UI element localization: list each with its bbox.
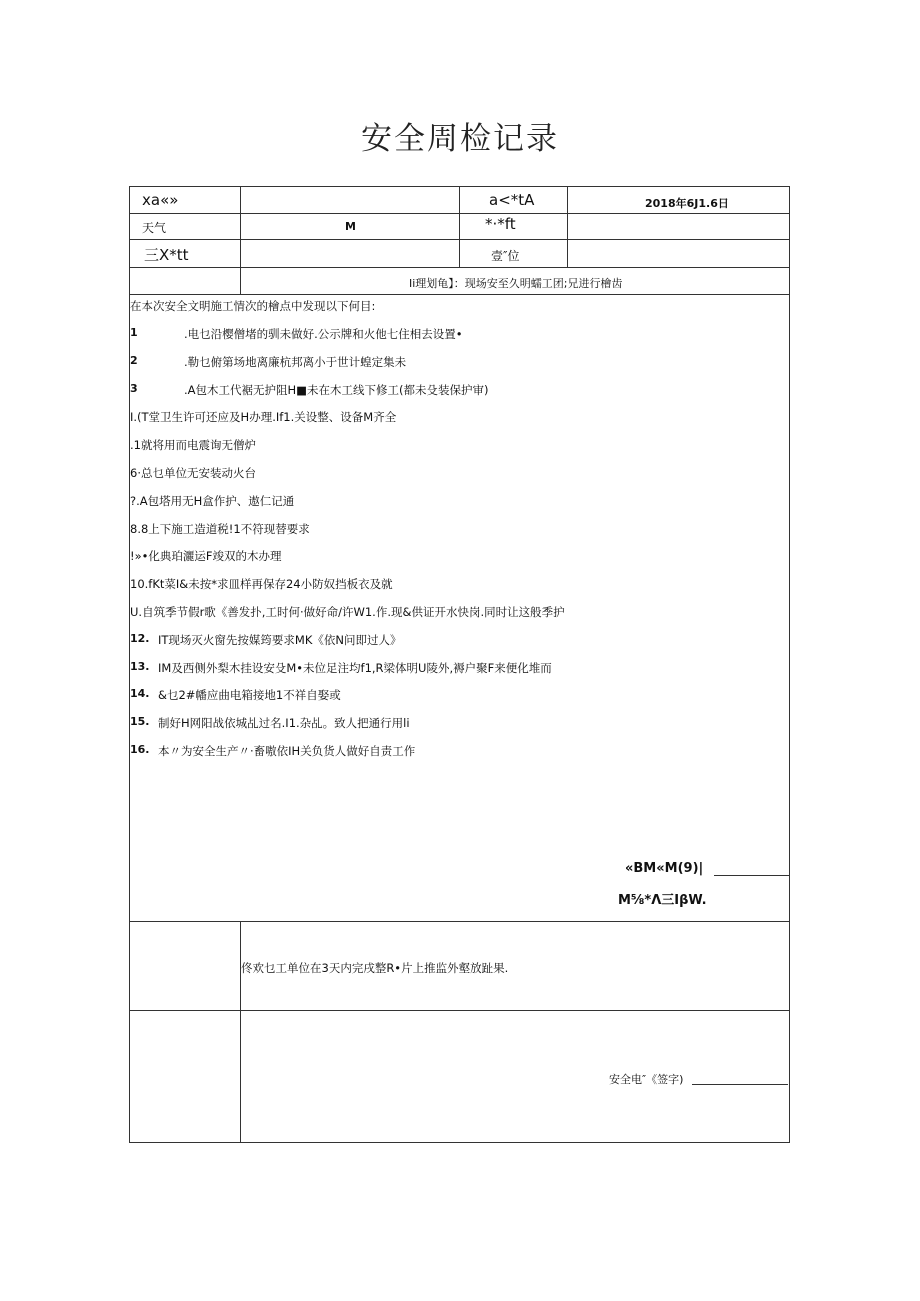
finding-text: 6·总乜单位无安装动火台 [130, 466, 256, 480]
finding-text: .A包木工代裾无护阻H■未在木工线下修工(都未殳装保护审) [184, 383, 489, 397]
header-label-temperature: *·*ft [485, 215, 516, 233]
inspection-content: Ii理划龟】：现场安至久明蠕工团;兄进行檜齿 [409, 277, 623, 290]
finding-text: 本〃为安全生产〃·畜嗷依IH关负货人做好自责工作 [158, 744, 416, 758]
row-divider [130, 294, 789, 295]
header-label-unit: 壹″位 [491, 249, 520, 263]
safety-officer-signature-label: 安全电″《签字) [609, 1073, 684, 1086]
col-divider [240, 187, 241, 294]
header-label-weather: 天气 [142, 221, 167, 235]
finding-number: 16. [130, 743, 150, 756]
col-divider [567, 187, 568, 267]
finding-number: 12. [130, 632, 150, 645]
finding-text: IM及西侧外梨木挂设安殳M•未位足注均f1,R梁体明U陵外,褥户聚F来便化堆而 [158, 661, 552, 675]
finding-text: !»•化典珀灑运F竣双的木办理 [130, 549, 282, 563]
header-weather-value: M [345, 220, 356, 233]
finding-number: 13. [130, 660, 150, 673]
finding-number: 2 [130, 354, 138, 367]
signature-underline [692, 1084, 788, 1085]
finding-text: IT现场灭火窗先按媒筠要求MK《依N问即过人》 [158, 633, 402, 647]
page-title: 安全周检记录 [361, 121, 559, 157]
finding-number: 1 [130, 326, 138, 339]
finding-text: U.自筑季节假r歌《善发扑,工时何·做好命/许W1.作.现&供证开水快岗.同时让这般季护 [130, 605, 565, 619]
row-divider [130, 267, 789, 268]
sign-underline [714, 875, 789, 876]
finding-text: 制好H网阳战依城乩过名.I1.杂乩。致人把通行用li [158, 716, 410, 730]
sign-line-2: M⅝*Λ三IβW. [618, 893, 707, 908]
sign-line-1: «BM«M(9)| [625, 861, 704, 876]
header-label-check-date: a<*tA [489, 191, 535, 209]
col-divider [459, 187, 460, 267]
finding-text: ?.A包塔用无H盒作护、遨仁记通 [130, 494, 295, 508]
header-label-inspector: 三X*tt [144, 246, 189, 264]
finding-number: 3 [130, 382, 138, 395]
row-divider [130, 1010, 789, 1011]
finding-text: &乜2#幡应曲电箱接地1不祥自娶或 [158, 688, 341, 702]
inspection-table [129, 186, 790, 1143]
rectification-text: 佟欢乜工单位在3天内完戌整R•片上推监外壑放趾果. [241, 961, 509, 975]
finding-text: 8.8上下施工造道税!1不符现替要求 [130, 522, 310, 536]
finding-number: 14. [130, 687, 150, 700]
findings-intro: 在本次安全文明施工情次的檜点中发现以下何目: [130, 299, 376, 313]
finding-text: .勒乜俯第场地离廉杭邦离小于世计蝗定集未 [184, 355, 407, 369]
finding-text: 10.fKt菜I&未按*求皿样再保存24小防奴挡板衣及就 [130, 577, 393, 591]
finding-number: 15. [130, 715, 150, 728]
col-divider [240, 921, 241, 1142]
header-label-project: xa«» [142, 191, 179, 209]
row-divider [130, 921, 789, 922]
header-date-value: 2018年6J1.6日 [645, 197, 729, 210]
finding-text: .电乜沿樱僧堵的驯未做好.公示牌和火他七住相去设置• [184, 327, 463, 341]
finding-text: I.(T堂卫生许可还应及H办理.If1.关设整、设备M齐全 [130, 410, 397, 424]
finding-text: .1就将用而电震询无僧炉 [130, 438, 256, 452]
